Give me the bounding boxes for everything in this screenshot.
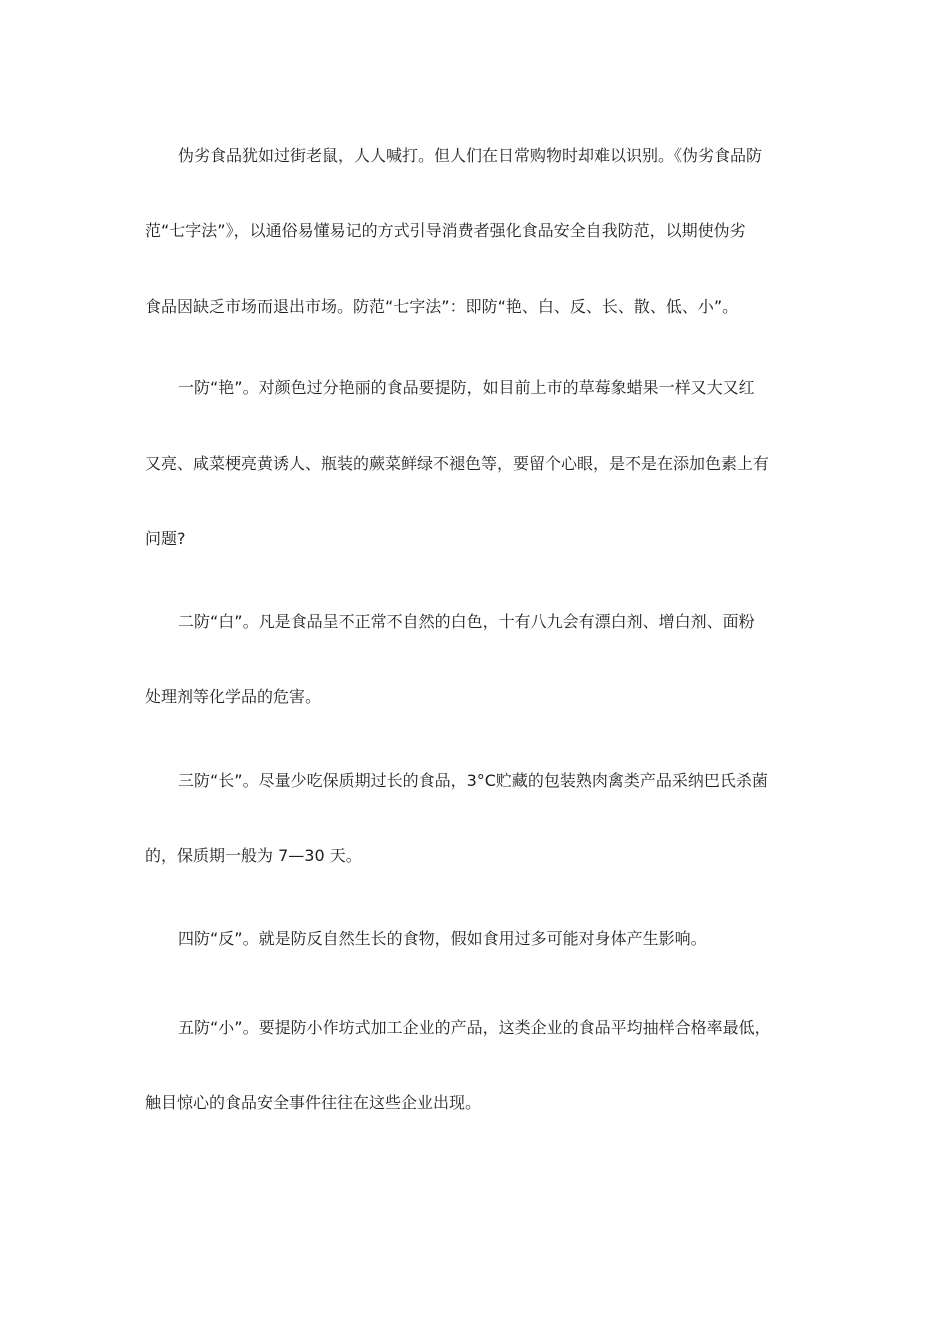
paragraph-4-line-2: 的，保质期一般为 7—30 天。 (145, 846, 362, 865)
paragraph-3-line-1: 二防“白”。凡是食品呈不正常不自然的白色，十有八九会有漂白剂、增白剂、面粉 (178, 612, 755, 631)
paragraph-6-line-1: 五防“小”。要提防小作坊式加工企业的产品，这类企业的食品平均抽样合格率最低， (178, 1018, 771, 1037)
paragraph-1-line-2: 范“七字法”》，以通俗易懂易记的方式引导消费者强化食品安全自我防范，以期使伪劣 (145, 221, 746, 240)
paragraph-4-line-1: 三防“长”。尽量少吃保质期过长的食品，3°C贮藏的包装熟肉禽类产品采纳巴氏杀菌 (178, 771, 768, 790)
paragraph-1-line-3: 食品因缺乏市场而退出市场。防范“七字法”：即防“艳、白、反、长、散、低、小”。 (145, 297, 739, 316)
paragraph-6-line-2: 触目惊心的食品安全事件往往在这些企业出现。 (145, 1093, 482, 1112)
paragraph-2-line-2: 又亮、咸菜梗亮黄诱人、瓶装的蕨菜鲜绿不褪色等，要留个心眼，是不是在添加色素上有 (145, 454, 770, 473)
paragraph-1-line-1: 伪劣食品犹如过街老鼠，人人喊打。但人们在日常购物时却难以识别。《伪劣食品防 (178, 146, 763, 165)
paragraph-2-line-1: 一防“艳”。对颜色过分艳丽的食品要提防，如目前上市的草莓象蜡果一样又大又红 (178, 378, 755, 397)
paragraph-2-line-3: 问题? (145, 529, 186, 548)
paragraph-5-line-1: 四防“反”。就是防反自然生长的食物，假如食用过多可能对身体产生影响。 (178, 929, 707, 948)
paragraph-3-line-2: 处理剂等化学品的危害。 (145, 687, 322, 706)
